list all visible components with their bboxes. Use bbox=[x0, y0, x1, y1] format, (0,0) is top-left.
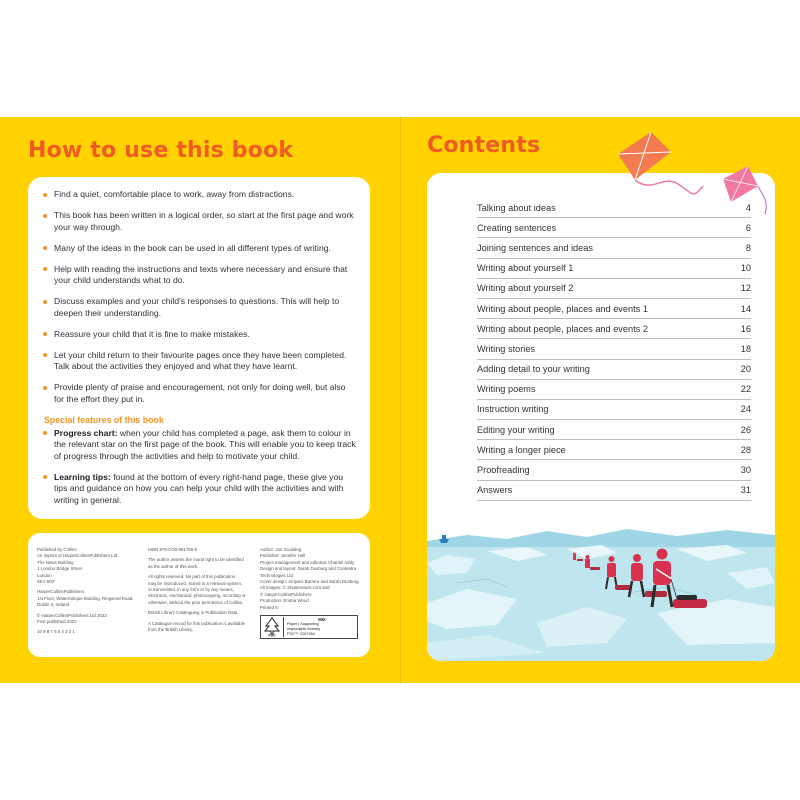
toc-row[interactable] bbox=[477, 380, 751, 400]
imprint-line: SE1 9GF bbox=[37, 579, 56, 585]
tips-panel bbox=[28, 177, 370, 519]
imprint-line: Published by Collins bbox=[37, 547, 77, 552]
polar-expedition-illustration-icon bbox=[427, 503, 775, 661]
toc-row[interactable] bbox=[477, 299, 751, 319]
tip-item: Find a quiet, comfortable place to work, away from distractions. bbox=[42, 189, 356, 201]
imprint-line: as the author of this work. bbox=[148, 563, 199, 569]
imprint-line: Dublin 4, Ireland bbox=[37, 602, 69, 608]
kites-decoration-icon bbox=[613, 124, 793, 224]
imprint-line: otherwise, without the prior permission of Collins. bbox=[148, 599, 244, 605]
toc-title: Writing poems bbox=[477, 384, 536, 395]
fsc-tree-logo-icon bbox=[261, 616, 283, 638]
kite-pink-icon bbox=[723, 166, 766, 214]
toc-title: Writing a longer piece bbox=[477, 444, 566, 455]
toc-row[interactable] bbox=[477, 360, 751, 380]
toc-page-number: 10 bbox=[740, 263, 751, 274]
toc-row[interactable] bbox=[477, 279, 751, 299]
imprint-panel bbox=[28, 533, 370, 657]
fsc-mix-label: MIX bbox=[318, 617, 326, 622]
imprint-line: Project management and editorial: Chantel Addy bbox=[260, 559, 355, 565]
imprint-line: from the British Library. bbox=[148, 627, 194, 633]
toc-page-number: 12 bbox=[740, 283, 751, 294]
fsc-text bbox=[283, 617, 357, 637]
page-title-how-to-use: How to use this book bbox=[28, 138, 294, 163]
toc-row[interactable] bbox=[477, 460, 751, 480]
toc-page-number: 4 bbox=[745, 202, 751, 213]
imprint-line: 10 9 8 7 6 5 4 3 2 1 bbox=[37, 629, 75, 635]
toc-title: Writing stories bbox=[477, 343, 536, 354]
imprint-line: 1 London Bridge Street bbox=[37, 566, 83, 572]
fsc-line: FSC™ C007454 bbox=[287, 632, 315, 636]
contents-panel bbox=[427, 173, 775, 661]
book-spread bbox=[0, 117, 800, 683]
toc-page-number: 14 bbox=[740, 303, 751, 314]
tip-item: Let your child return to their favourite pages once they have been completed. Talk about the activities they enjoyed and what they have learnt. bbox=[42, 350, 356, 373]
toc-row[interactable] bbox=[477, 400, 751, 420]
toc-page-number: 20 bbox=[740, 364, 751, 375]
toc-page-number: 22 bbox=[740, 384, 751, 395]
page-title-contents: Contents bbox=[427, 133, 541, 158]
fsc-logo-label: FSC bbox=[268, 633, 276, 637]
imprint-column-credits bbox=[260, 547, 366, 611]
tips-list bbox=[42, 189, 356, 405]
spine-divider bbox=[400, 117, 401, 683]
imprint-line: or transmitted, in any form or by any means, bbox=[148, 587, 234, 593]
imprint-line: London bbox=[37, 572, 52, 578]
imprint-line: Technologies Ltd bbox=[260, 572, 293, 578]
fsc-line: responsible forestry bbox=[287, 627, 321, 631]
toc-title: Creating sentences bbox=[477, 222, 557, 233]
toc-title: Instruction writing bbox=[477, 404, 549, 415]
toc-title: Answers bbox=[477, 485, 513, 496]
imprint-line: © HarperCollinsPublishers bbox=[260, 591, 312, 597]
toc-page-number: 18 bbox=[740, 343, 751, 354]
toc-title: Talking about ideas bbox=[477, 202, 556, 213]
toc-page-number: 28 bbox=[740, 444, 751, 455]
toc-title: Adding detail to your writing bbox=[477, 364, 590, 375]
feature-text: found at the bottom of every right-hand page, these give you tips and guidance on how you can help your child with the activities and with writing in general. bbox=[54, 471, 344, 505]
imprint-line: A Catalogue record for this publication is available bbox=[148, 620, 246, 626]
feature-term: Learning tips: bbox=[54, 471, 111, 482]
imprint-line: All images: © Shutterstock.com and bbox=[260, 585, 330, 591]
toc-title: Writing about people, places and events 2 bbox=[477, 323, 648, 334]
tip-item: Help with reading the instructions and texts where necessary and ensure that your child understands what to do. bbox=[42, 264, 356, 287]
table-of-contents bbox=[477, 198, 751, 501]
tip-item: Provide plenty of praise and encouragement, not only for doing well, but also for the effort they put in. bbox=[42, 382, 356, 405]
special-features-heading: Special features of this book bbox=[44, 414, 164, 425]
imprint-line: Cover design: Amparo Barrera and Sarah Duxburg bbox=[260, 579, 359, 585]
feature-item-learning-tips bbox=[42, 472, 356, 507]
toc-row[interactable] bbox=[477, 481, 751, 501]
imprint-line: The author asserts the moral right to be identified bbox=[148, 557, 244, 563]
toc-page-number: 31 bbox=[740, 485, 751, 496]
toc-title: Proofreading bbox=[477, 465, 530, 476]
tip-item: Many of the ideas in the book can be used in all different types of writing. bbox=[42, 243, 356, 255]
toc-page-number: 16 bbox=[740, 323, 751, 334]
imprint-line: HarperCollinsPublishers bbox=[37, 589, 85, 595]
tip-item: Reassure your child that it is fine to make mistakes. bbox=[42, 329, 356, 341]
imprint-column-publisher bbox=[37, 547, 137, 636]
toc-title: Writing about yourself 1 bbox=[477, 263, 574, 274]
toc-page-number: 8 bbox=[745, 242, 751, 253]
toc-page-number: 6 bbox=[745, 222, 751, 233]
toc-title: Writing about yourself 2 bbox=[477, 283, 574, 294]
toc-title: Editing your writing bbox=[477, 424, 555, 435]
toc-row[interactable] bbox=[477, 339, 751, 359]
imprint-line: may be reproduced, stored in a retrieval system, bbox=[148, 580, 242, 586]
toc-row[interactable] bbox=[477, 440, 751, 460]
feature-term: Progress chart: bbox=[54, 427, 118, 438]
imprint-line: electronic, mechanical, photocopying, recording or bbox=[148, 593, 246, 599]
toc-page-number: 24 bbox=[740, 404, 751, 415]
imprint-line: ISBN 978-0-00-861790-5 bbox=[148, 547, 198, 552]
toc-title: Writing about people, places and events 1 bbox=[477, 303, 648, 314]
toc-row[interactable] bbox=[477, 238, 751, 258]
fsc-line: Paper | Supporting bbox=[287, 622, 319, 626]
imprint-line: Publisher: Jennifer Hall bbox=[260, 553, 306, 559]
imprint-line: © HarperCollinsPublishers Ltd 2023 bbox=[37, 612, 107, 618]
imprint-column-rights bbox=[148, 547, 258, 633]
toc-row[interactable] bbox=[477, 420, 751, 440]
imprint-line: An imprint of HarperCollinsPublishers Ltd bbox=[37, 553, 118, 559]
imprint-line: British Library Cataloguing in Publication Data bbox=[148, 610, 238, 616]
imprint-line: Production: Emma Wood bbox=[260, 598, 309, 604]
imprint-line: 1st Floor, Watermarque Building, Ringsend Road, bbox=[37, 595, 134, 601]
imprint-line: The News Building bbox=[37, 559, 74, 565]
imprint-line: Printed in bbox=[260, 604, 279, 610]
toc-row[interactable] bbox=[477, 319, 751, 339]
imprint-line: Author: Jon Goulding bbox=[260, 547, 302, 552]
fsc-certification-box bbox=[260, 615, 358, 639]
imprint-line: Design and layout: Sarah Duxburg and Contentra bbox=[260, 566, 357, 572]
toc-page-number: 30 bbox=[740, 465, 751, 476]
kite-orange-icon bbox=[618, 132, 703, 194]
toc-title: Joining sentences and ideas bbox=[477, 242, 593, 253]
tip-item: Discuss examples and your child's responses to questions. This will help to deepen their understanding. bbox=[42, 296, 356, 319]
tip-item: This book has been written in a logical order, so start at the first page and work your way through. bbox=[42, 210, 356, 233]
toc-page-number: 26 bbox=[740, 424, 751, 435]
feature-item-progress-chart bbox=[42, 428, 356, 463]
imprint-line: First published 2023 bbox=[37, 619, 77, 625]
feature-text: when your child has completed a page, ask them to colour in the relevant star on the first page of the book. This will enable you to keep track of progress through the activities and help to motivate your child. bbox=[54, 427, 356, 461]
toc-row[interactable] bbox=[477, 259, 751, 279]
imprint-line: All rights reserved. No part of this publication bbox=[148, 574, 236, 580]
features-list bbox=[42, 428, 356, 507]
